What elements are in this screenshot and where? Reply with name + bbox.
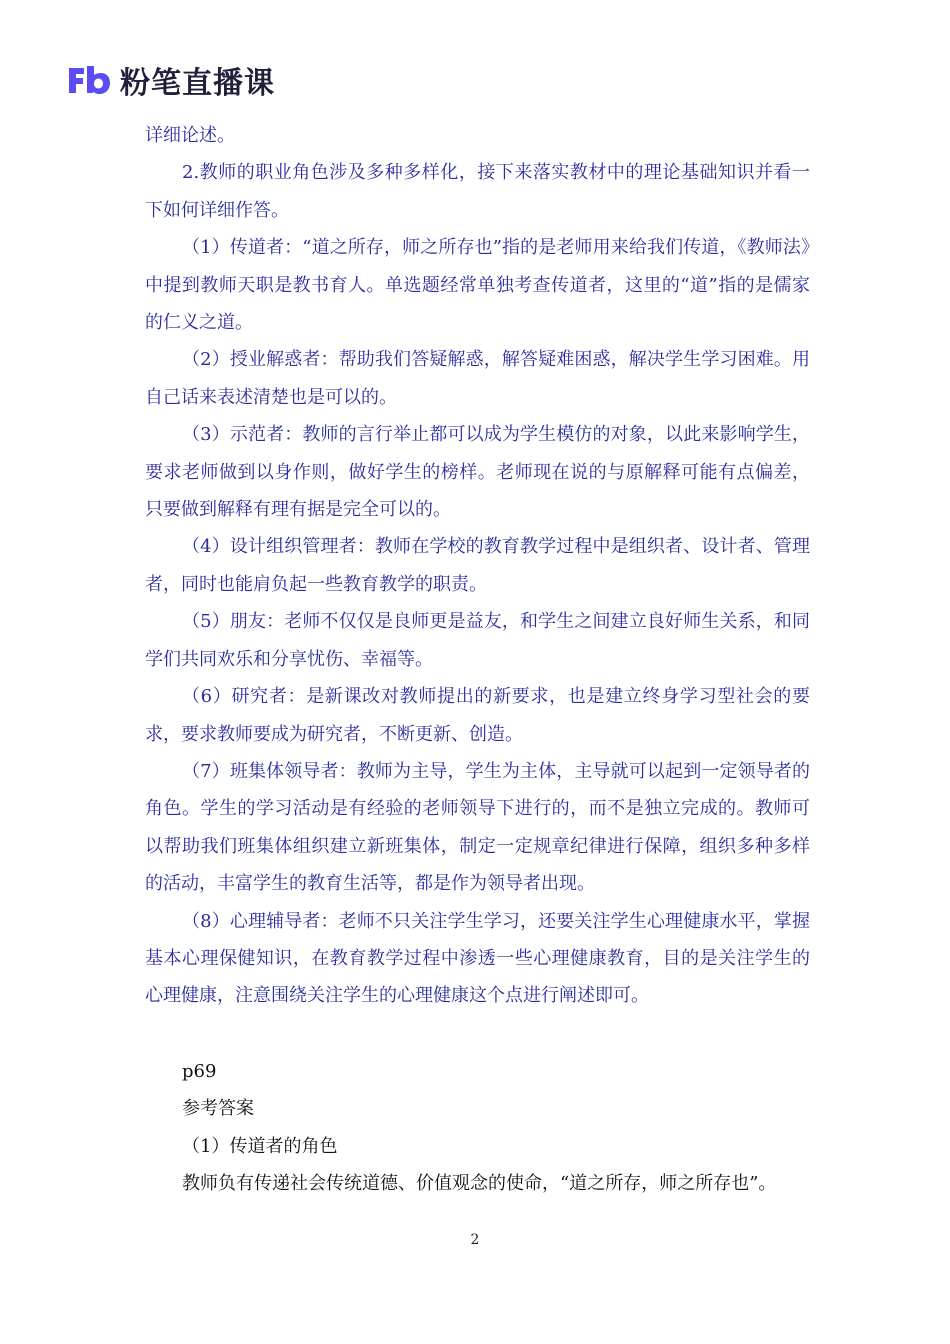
page-reference: p69	[182, 1060, 217, 1082]
paragraph: （6）研究者：是新课改对教师提出的新要求，也是建立终身学习型社会的要求，要求教师要成为研究者，不断更新、创造。	[145, 686, 810, 745]
page-number: 2	[470, 1232, 480, 1248]
fenbi-logo-icon	[66, 62, 112, 98]
paragraph: （1）传道者：“道之所存，师之所存也”指的是老师用来给我们传道，《教师法》中提到教师天职是教书育人。单选题经常单独考查传道者，这里的“道”指的是儒家的仁义之道。	[145, 237, 810, 334]
paragraph: （8）心理辅导者：老师不只关注学生学习，还要关注学生心理健康水平，掌握基本心理保健知识，在教育教学过程中渗透一些心理健康教育，目的是关注学生的心理健康，注意围绕关注学生的心理健康这个点进行阐述即可。	[145, 910, 810, 1007]
paragraph: 教师负有传递社会传统道德、价值观念的使命，“道之所存，师之所存也”。	[182, 1172, 777, 1194]
sub-heading: （1）传道者的角色	[182, 1135, 338, 1157]
paragraph: （3）示范者：教师的言行举止都可以成为学生模仿的对象，以此来影响学生，要求老师做到以身作则，做好学生的榜样。老师现在说的与原解释可能有点偏差，只要做到解释有理有据是完全可以的。	[145, 424, 810, 521]
blue-section	[145, 117, 810, 1015]
section-heading: 参考答案	[182, 1098, 254, 1120]
paragraph: （5）朋友：老师不仅仅是良师更是益友，和学生之间建立良好师生关系，和同学们共同欢乐和分享忧伤、幸福等。	[145, 611, 810, 670]
brand-name: 粉笔直播课	[120, 66, 275, 101]
document-body	[145, 117, 810, 1202]
paragraph: （2）授业解惑者：帮助我们答疑解惑，解答疑难困惑，解决学生学习困难。用自己话来表述清楚也是可以的。	[145, 349, 810, 408]
paragraph: 2.教师的职业角色涉及多种多样化，接下来落实教材中的理论基础知识并看一下如何详细作答。	[145, 162, 810, 221]
header	[66, 58, 275, 102]
reference-section	[145, 1053, 810, 1203]
paragraph: 详细论述。	[145, 125, 235, 146]
paragraph: （4）设计组织管理者：教师在学校的教育教学过程中是组织者、设计者、管理者，同时也能肩负起一些教育教学的职责。	[145, 536, 810, 595]
paragraph: （7）班集体领导者：教师为主导，学生为主体，主导就可以起到一定领导者的角色。学生的学习活动是有经验的老师领导下进行的，而不是独立完成的。教师可以帮助我们班集体组织建立新班集体，制定一定规章纪律进行保障，组织多种多样的活动，丰富学生的教育生活等，都是作为领导者出现。	[145, 760, 810, 895]
